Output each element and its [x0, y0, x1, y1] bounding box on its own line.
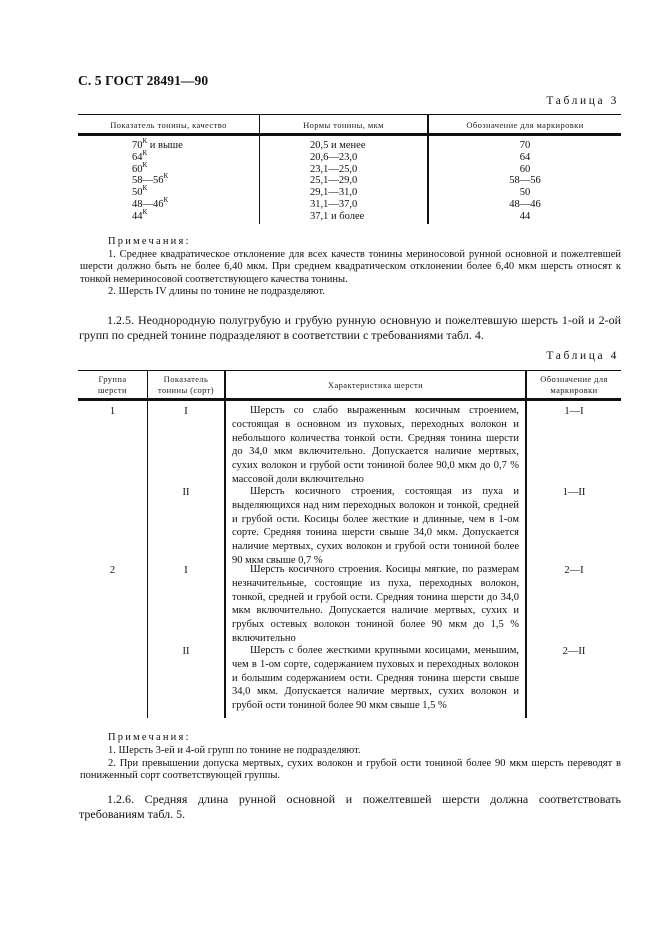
table4-desc: Шерсть косичного строения. Косицы мягкие, по размерам незначительные, состоящие из пуха, переходных волокон, тонкой, средней и грубой ости. Средняя тонина шерсти до 34,0 мкм включительно. Допускается наличие мертвых, сухих и грубых остевых волокон тониной более 90 мкм до 1,5 % включительно	[232, 564, 519, 644]
table3-quality-superscript: К	[142, 160, 148, 169]
table4-desc: Шерсть с более жесткими крупными косицами, меньшим, чем в 1-ом сорте, содержанием пуховых и переходных волокон и большим содержанием ости. Средняя тонина шерсти свыше 34,0 мкм. Допускается наличие мертвых, сухих волокон и грубой ости тониной более 90 мкм свыше 1,5 %	[232, 645, 519, 712]
table3-quality-superscript: К	[142, 148, 148, 157]
table4-col-grade-line1: Показатель	[163, 374, 209, 384]
table3-norm: 25,1—29,0	[310, 175, 358, 187]
page-header: С. 5 ГОСТ 28491—90	[78, 73, 209, 88]
table3-quality-superscript: К	[142, 184, 148, 193]
table3-mark: 48—46	[509, 199, 541, 210]
table4-col-divider-2	[224, 370, 226, 718]
table3-norm: 20,5 и менее	[310, 140, 366, 151]
table4-col-mark	[527, 374, 621, 396]
table3-quality: $64^К$	[132, 148, 148, 163]
table3-quality: $44^К$	[132, 207, 148, 222]
table3-norm: 31,1—37,0	[310, 199, 358, 210]
table4-grade: I	[184, 565, 188, 576]
table4-group: 2	[109, 565, 116, 576]
notes4-item-2: 2. При превышении допуска мертвых, сухих волокон и грубой ости тониной более 90 мкм шерсть переводят в пониженный сорт соответствующей группы.	[80, 758, 621, 782]
table3-quality-superscript: К	[163, 172, 169, 181]
table3-quality: $50^К$	[132, 184, 148, 199]
table3-norm: 37,1 и более	[310, 210, 365, 222]
table3-quality-superscript: К	[163, 196, 169, 204]
table3-norm: 20,6—23,0	[310, 151, 358, 163]
table4-mark: 2—II	[562, 646, 586, 657]
table4-col-group-line1: Группа	[98, 374, 127, 384]
table4-desc: Шерсть косичного строения, состоящая из пуха и выделяющихся над ним переходных волокон и тонкой, средней и грубой ости. Косицы более жесткие и длинные, чем в 1-ом сорте. Средняя тонина шерсти свыше 34,0 мкм. Допускается наличие мертвых, сухих волокон и грубой ости тониной более 90 мкм свыше 0,7 %	[232, 486, 519, 566]
table3-quality: $60^К$	[132, 160, 148, 175]
notes3-item-2: 2. Шерсть IV длины по тонине не подразделяют.	[108, 286, 325, 297]
table3-top-rule	[78, 114, 621, 115]
paragraph-1-2-5: 1.2.5. Неоднородную полугрубую и грубую рунную основную и пожелтевшую шерсть 1-ой и 2-ой групп по средней тонине подразделяют в соответствии с требованиями табл. 4.	[79, 313, 621, 343]
table3-quality-superscript: К	[142, 207, 148, 216]
notes3-heading: Примечания:	[108, 236, 191, 247]
table4-col-desc: Характеристика шерсти	[327, 380, 424, 390]
table4-col-group	[78, 374, 147, 396]
table3-norm: 29,1—31,0	[310, 187, 358, 199]
table4-col-divider-1	[147, 370, 148, 718]
table3-mark: 44	[519, 210, 531, 222]
table3-mark: 60	[519, 163, 531, 175]
table3-mark: 64	[519, 151, 531, 163]
table3-mark: 70	[519, 140, 531, 151]
table4-mark: 1—I	[564, 406, 584, 417]
table3-col-quality: Показатель тонины, качество	[110, 120, 227, 130]
table4-col-mark-line2: маркировки	[550, 385, 598, 395]
table3-caption: Таблица 3	[546, 95, 619, 107]
table4-caption: Таблица 4	[546, 350, 619, 362]
table4-mark: 1—II	[562, 487, 586, 498]
table3-norm: 23,1—25,0	[310, 163, 358, 175]
table4-mark: 2—I	[564, 565, 584, 576]
table4-top-rule	[78, 370, 621, 371]
notes4-heading: Примечания:	[108, 732, 191, 743]
table3-quality: $70^К$ и выше	[132, 137, 183, 151]
table4-group: 1	[109, 406, 116, 417]
table4-col-group-line2: шерсти	[97, 385, 127, 395]
table4-grade: II	[182, 646, 190, 657]
table3-header-rule	[78, 133, 621, 136]
table3-quality-superscript: К	[142, 137, 148, 145]
notes4-item-1: 1. Шерсть 3-ей и 4-ой групп по тонине не подразделяют.	[108, 745, 361, 756]
table4-col-grade	[148, 374, 224, 396]
table4-header-rule	[78, 398, 621, 401]
paragraph-1-2-6: 1.2.6. Средняя длина рунной основной и пожелтевшей шерсти должна соответствовать требованиям табл. 5.	[79, 792, 621, 822]
table3-mark: 58—56	[509, 175, 541, 187]
table3-col-mark: Обозначение для маркировки	[466, 120, 584, 130]
table3-mark: 50	[519, 187, 531, 199]
table3-quality: $48—46^К$	[132, 196, 169, 210]
notes3-item-1: 1. Среднее квадратическое отклонение для всех качеств тонины мериносовой рунной основной и пожелтевшей шерсти должно быть не более 6,40 мкм. При среднем квадратическом отклонении более 6,40 мкм шерсть относят к тонкой немериносовой соответствующего качества тонины.	[80, 249, 621, 285]
table4-desc: Шерсть со слабо выраженным косичным строением, состоящая в основном из пуховых, переходных волокон и небольшого количества тонкой ости. Средняя тонина шерсти до 34,0 мкм включительно. Допускается наличие мертвых, сухих волокон и грубой ости тониной более 90,0 мкм до 0,7 % массовой доли включительно	[232, 405, 519, 485]
table4-grade: II	[182, 487, 190, 498]
table3-quality: $58—56^К$	[132, 172, 169, 187]
table4-col-grade-line2: тонины (сорт)	[157, 385, 215, 395]
table4-col-mark-line1: Обозначение для	[540, 374, 608, 384]
table3-col-norm: Нормы тонины, мкм	[303, 120, 384, 130]
table4-grade: I	[184, 406, 188, 417]
table4-col-divider-3	[525, 370, 527, 718]
